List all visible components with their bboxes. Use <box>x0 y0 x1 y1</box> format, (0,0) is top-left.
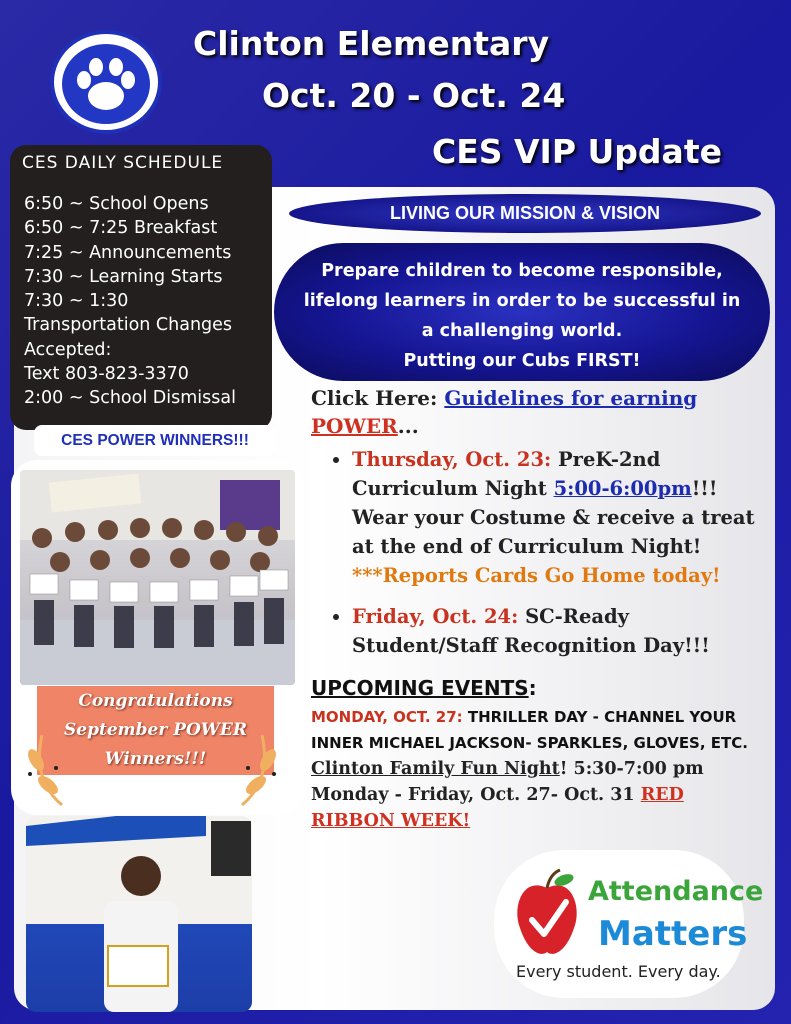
student-photo-illustration <box>26 816 252 1012</box>
winners-group-photo <box>20 470 295 685</box>
schedule-row: 7:30 ~ Learning Starts <box>24 266 223 287</box>
school-logo <box>50 30 162 134</box>
attendance-word: Attendance <box>588 876 764 907</box>
congrats-line: Winners!!! <box>104 749 207 769</box>
thursday-label: Thursday, Oct. 23: <box>352 448 552 471</box>
winners-label: CES POWER WINNERS!!! <box>34 425 276 456</box>
attendance-tagline: Every student. Every day. <box>516 962 721 981</box>
click-prefix: Click Here: <box>311 386 445 410</box>
mission-line: lifelong learners in order to be successful in <box>303 291 741 311</box>
event-bullets <box>330 445 775 672</box>
apple-checkmark-icon <box>512 868 582 960</box>
schedule-row: 7:25 ~ Announcements <box>24 242 232 263</box>
upcoming-events <box>311 676 771 834</box>
thursday-text-2: !!! Wear your Costume & receive a treat at the end of Curriculum Night! <box>352 477 755 558</box>
schedule-row: Transportation Changes <box>24 315 233 336</box>
power-guidelines-text <box>311 384 751 440</box>
schedule-row: Accepted: <box>24 339 112 360</box>
upcoming-heading: UPCOMING EVENTS <box>311 676 529 700</box>
list-item <box>352 602 775 660</box>
mission-line: Putting our Cubs FIRST! <box>403 351 641 371</box>
leaf-decoration-icon <box>22 730 72 810</box>
newsletter-title: CES VIP Update <box>432 132 722 171</box>
red-ribbon-week-link[interactable]: RED RIBBON WEEK! <box>311 785 684 831</box>
family-fun-night-link[interactable]: Clinton Family Fun Night <box>311 759 560 779</box>
school-name: Clinton Elementary <box>193 24 550 63</box>
date-range: Oct. 20 - Oct. 24 <box>262 76 566 115</box>
red-ribbon-week-dates: Monday - Friday, Oct. 27- Oct. 31 <box>311 785 641 805</box>
schedule-row: 6:50 ~ School Opens <box>24 194 209 214</box>
friday-text: SC-Ready Student/Staff Recognition Day!!! <box>352 605 710 657</box>
mission-statement <box>274 243 770 381</box>
schedule-row: 2:00 ~ School Dismissal <box>24 388 236 409</box>
schedule-row: Text 803-823-3370 <box>24 364 189 385</box>
matters-word: Matters <box>598 914 748 954</box>
family-text: ! 5:30-7:00 pm <box>559 759 704 779</box>
thursday-text: PreK-2nd Curriculum Night <box>352 448 661 500</box>
daily-schedule <box>10 145 272 430</box>
monday-label: MONDAY, OCT. 27: <box>311 708 463 726</box>
monday-text: THRILLER DAY - CHANNEL YOUR INNER MICHAEL JACKSON- SPARKLES, GLOVES, ETC. <box>311 708 748 752</box>
guidelines-link[interactable]: Guidelines for earning <box>444 386 698 410</box>
group-photo-illustration <box>20 470 295 685</box>
friday-label: Friday, Oct. 24: <box>352 605 519 628</box>
upcoming-colon: : <box>528 676 537 700</box>
paw-print-icon <box>54 34 158 130</box>
student-of-month-photo <box>26 816 252 1012</box>
list-item <box>352 445 775 590</box>
click-suffix: ... <box>397 414 419 438</box>
mission-banner: LIVING OUR MISSION & VISION <box>289 194 761 233</box>
power-link[interactable]: POWER <box>311 414 398 438</box>
leaf-decoration-icon <box>232 730 282 810</box>
schedule-row: 7:30 ~ 1:30 <box>24 291 129 312</box>
mission-line: a challenging world. <box>421 321 623 341</box>
curriculum-time-link[interactable]: 5:00-6:00pm <box>553 477 692 500</box>
congrats-line: Congratulations <box>78 691 233 711</box>
schedule-title: CES DAILY SCHEDULE <box>22 153 224 173</box>
congrats-line: September POWER <box>64 720 247 740</box>
reports-cards-note: ***Reports Cards Go Home today! <box>352 564 721 587</box>
mission-line: Prepare children to become responsible, <box>321 261 723 281</box>
schedule-row: 6:50 ~ 7:25 Breakfast <box>24 218 218 239</box>
